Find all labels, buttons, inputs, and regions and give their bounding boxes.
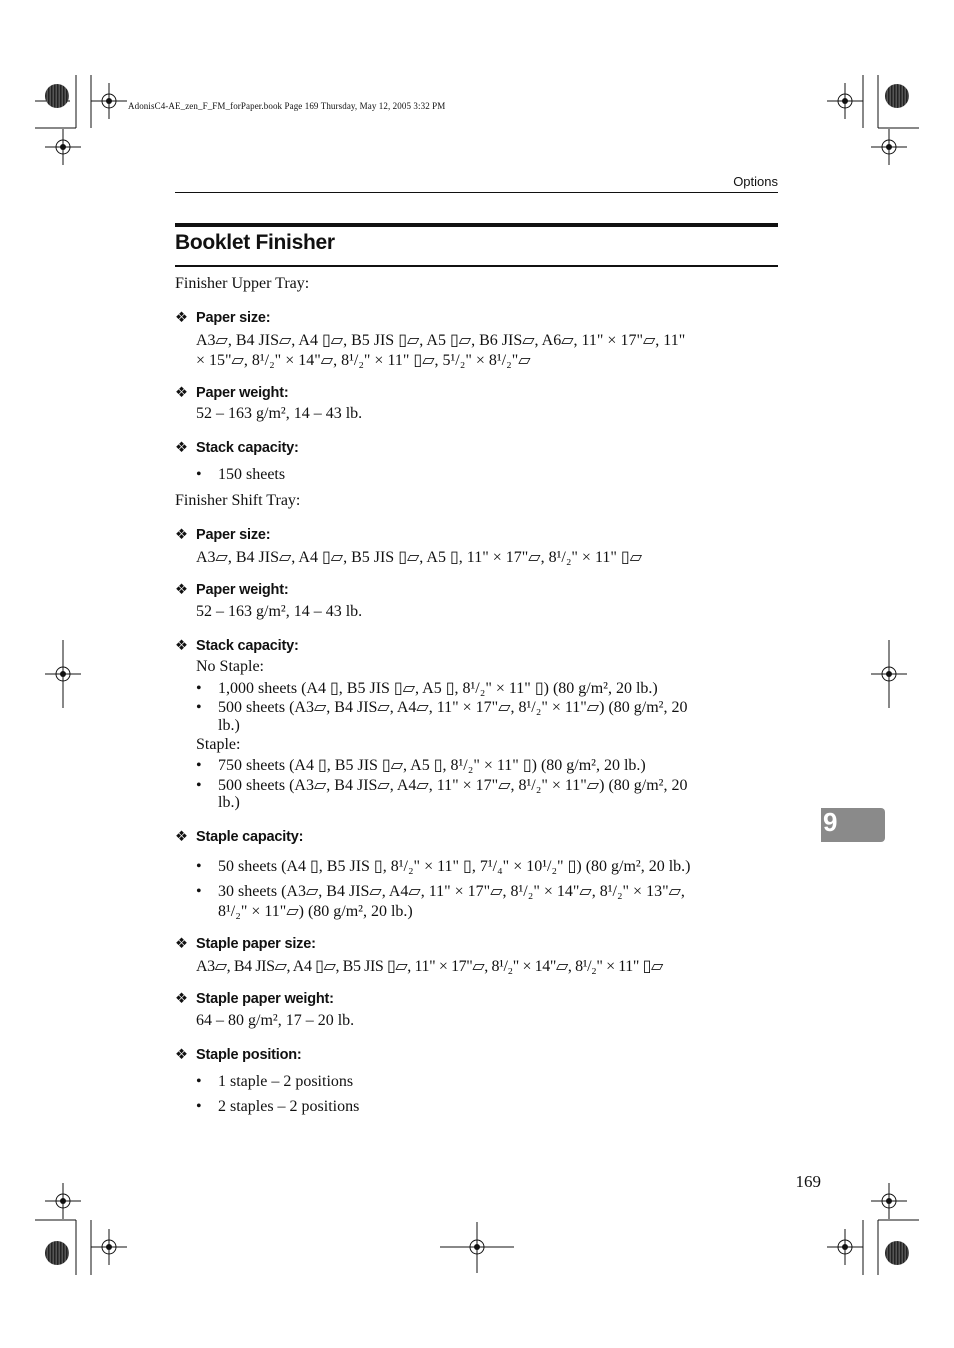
staple-label: Staple:: [196, 736, 241, 753]
list-item: • 500 sheets (A3▱, B4 JIS▱, A4▱, 11" × 17"▱, 8¹/₂" × 11"▱) (80 g/m², 20: [196, 777, 688, 794]
list-item: • 750 sheets (A4 ▯, B5 JIS ▯▱, A5 ▯, 8¹/₂" × 11" ▯) (80 g/m², 20 lb.): [196, 757, 646, 774]
diamond-icon: ❖: [175, 638, 188, 654]
running-head: Options: [733, 174, 778, 189]
list-item-continuation: 8¹/₂" × 11"▱) (80 g/m², 20 lb.): [218, 903, 413, 920]
header-rule: [175, 192, 778, 193]
page-title: Booklet Finisher: [175, 231, 335, 254]
diamond-icon: ❖: [175, 440, 188, 456]
shift-paper-size-value: A3▱, B4 JIS▱, A4 ▯▱, B5 JIS ▯▱, A5 ▯, 11" × 17"▱, 8¹/₂" × 11" ▯▱: [196, 549, 642, 566]
shift-paper-weight-value: 52 – 163 g/m², 14 – 43 lb.: [196, 603, 363, 620]
diamond-icon: ❖: [175, 829, 188, 845]
list-item-continuation: lb.): [218, 717, 240, 734]
staple-capacity-heading: ❖ Staple capacity:: [175, 829, 304, 845]
upper-paper-size-line: × 15"▱, 8¹/₂" × 14"▱, 8¹/₂" × 11" ▯▱, 5¹/₂" × 8¹/₂"▱: [196, 352, 531, 369]
no-staple-label: No Staple:: [196, 658, 264, 675]
upper-tray-label: Finisher Upper Tray:: [175, 275, 310, 292]
title-top-rule: [175, 223, 778, 227]
bullet-icon: •: [196, 699, 202, 716]
upper-stack-capacity-heading: ❖ Stack capacity:: [175, 440, 299, 456]
staple-paper-size-heading: ❖ Staple paper size:: [175, 936, 316, 952]
list-item: • 2 staples – 2 positions: [196, 1098, 360, 1115]
list-item: • 50 sheets (A4 ▯, B5 JIS ▯, 8¹/₂" × 11" ▯, 7¹/₄" × 10¹/₂" ▯) (80 g/m², 20 lb.): [196, 858, 691, 875]
list-item: • 500 sheets (A3▱, B4 JIS▱, A4▱, 11" × 17"▱, 8¹/₂" × 11"▱) (80 g/m², 20: [196, 699, 688, 716]
title-bottom-rule: [175, 265, 778, 267]
bullet-icon: •: [196, 883, 202, 900]
bullet-icon: •: [196, 757, 202, 774]
list-item-continuation: lb.): [218, 794, 240, 811]
bullet-icon: •: [196, 777, 202, 794]
bullet-icon: •: [196, 1098, 202, 1115]
upper-paper-size-line: A3▱, B4 JIS▱, A4 ▯▱, B5 JIS ▯▱, A5 ▯▱, B6 JIS▱, A6▱, 11" × 17"▱, 11": [196, 332, 686, 349]
list-item: • 1 staple – 2 positions: [196, 1073, 354, 1090]
shift-stack-capacity-heading: ❖ Stack capacity:: [175, 638, 299, 654]
diamond-icon: ❖: [175, 310, 188, 326]
list-item: • 1,000 sheets (A4 ▯, B5 JIS ▯▱, A5 ▯, 8¹/₂" × 11" ▯) (80 g/m², 20 lb.): [196, 680, 658, 697]
staple-paper-weight-heading: ❖ Staple paper weight:: [175, 991, 334, 1007]
staple-paper-weight-value: 64 – 80 g/m², 17 – 20 lb.: [196, 1012, 355, 1029]
bullet-icon: •: [196, 680, 202, 697]
upper-paper-weight-heading: ❖ Paper weight:: [175, 385, 289, 401]
book-info: AdonisC4-AE_zen_F_FM_forPaper.book Page 169 Thursday, May 12, 2005 3:32 PM: [128, 101, 446, 111]
diamond-icon: ❖: [175, 527, 188, 543]
diamond-icon: ❖: [175, 582, 188, 598]
list-item: • 150 sheets: [196, 466, 286, 483]
staple-paper-size-value: A3▱, B4 JIS▱, A4 ▯▱, B5 JIS ▯▱, 11" × 17"▱, 8¹/₂" × 14"▱, 8¹/₂" × 11" ▯▱: [196, 958, 663, 975]
bullet-icon: •: [196, 466, 202, 483]
upper-paper-size-heading: ❖ Paper size:: [175, 310, 271, 326]
page-number: 169: [795, 1172, 821, 1191]
upper-paper-weight-value: 52 – 163 g/m², 14 – 43 lb.: [196, 405, 363, 422]
shift-tray-label: Finisher Shift Tray:: [175, 492, 301, 509]
list-item: • 30 sheets (A3▱, B4 JIS▱, A4▱, 11" × 17"▱, 8¹/₂" × 14"▱, 8¹/₂" × 13"▱,: [196, 883, 685, 900]
bullet-icon: •: [196, 1073, 202, 1090]
diamond-icon: ❖: [175, 936, 188, 952]
staple-position-heading: ❖ Staple position:: [175, 1047, 302, 1063]
diamond-icon: ❖: [175, 1047, 188, 1063]
diamond-icon: ❖: [175, 385, 188, 401]
shift-paper-weight-heading: ❖ Paper weight:: [175, 582, 289, 598]
diamond-icon: ❖: [175, 991, 188, 1007]
shift-paper-size-heading: ❖ Paper size:: [175, 527, 271, 543]
chapter-number: 9: [823, 807, 838, 837]
bullet-icon: •: [196, 858, 202, 875]
